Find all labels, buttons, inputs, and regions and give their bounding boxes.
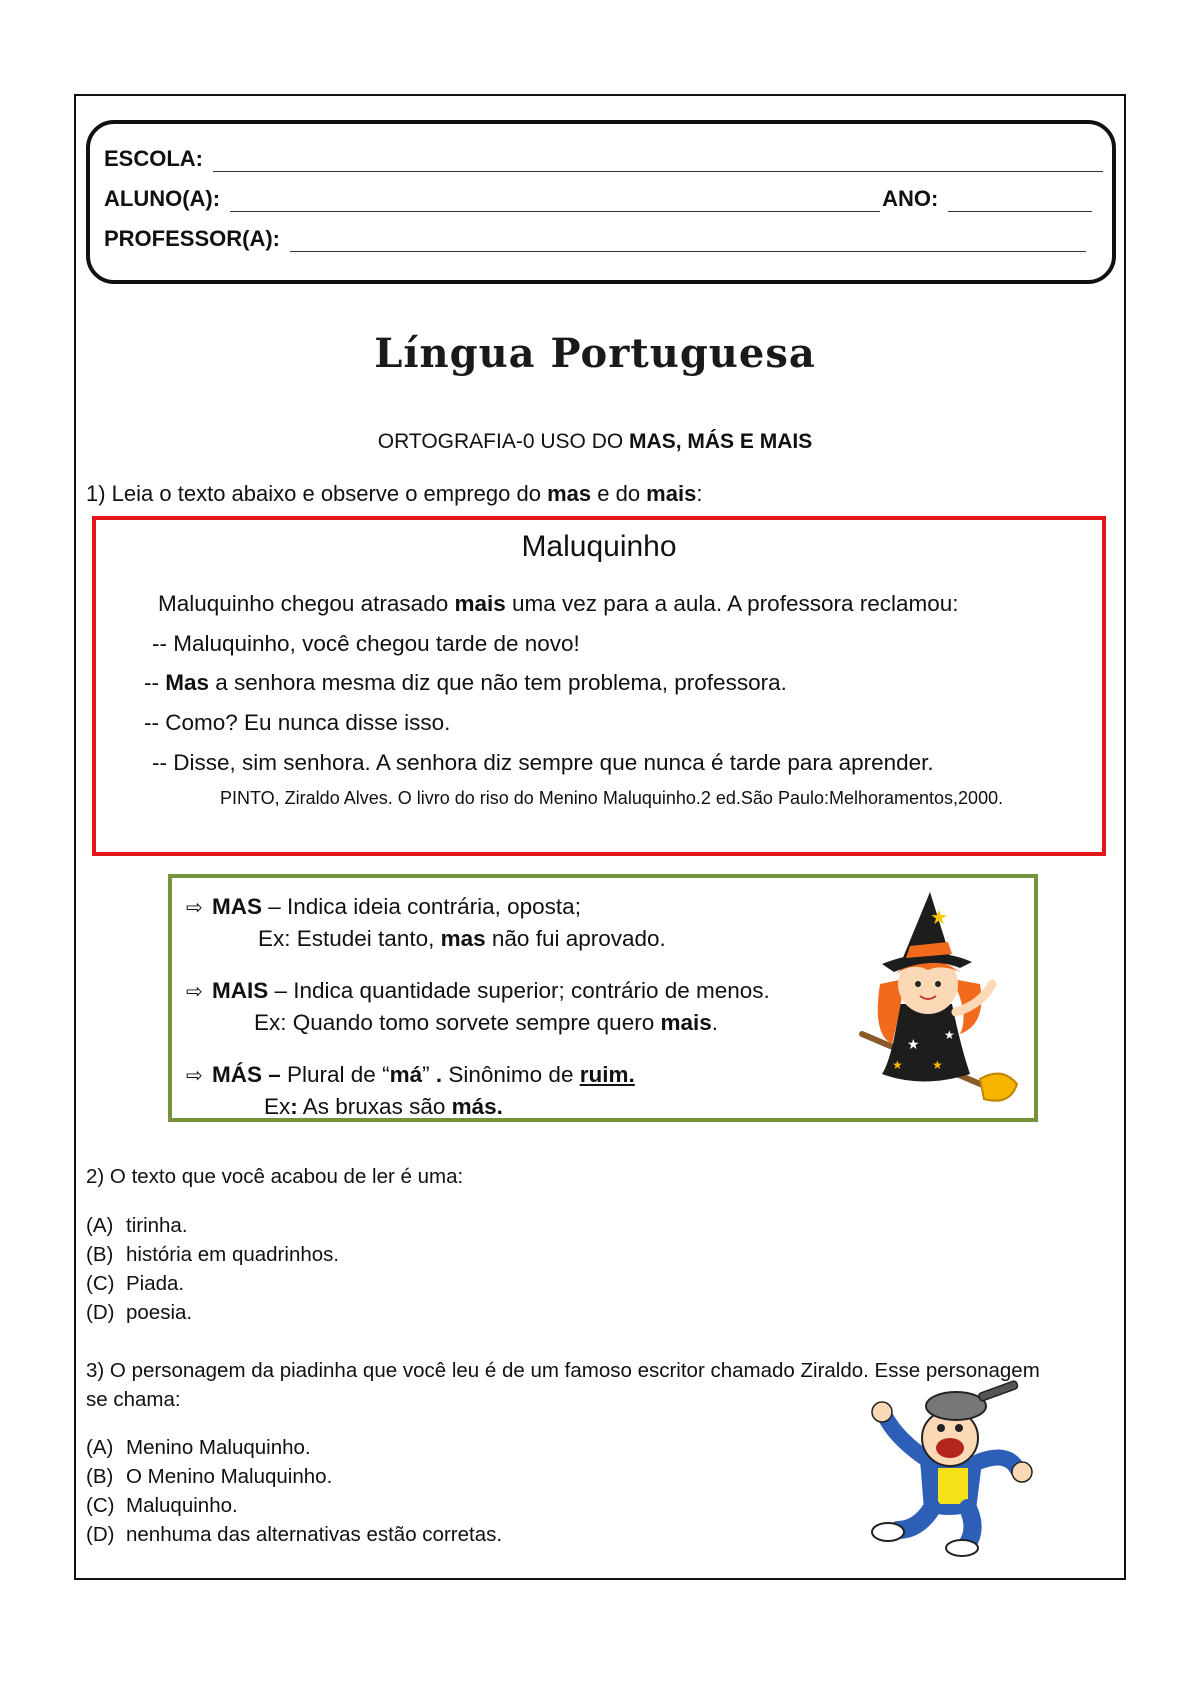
rule-def: – Indica ideia contrária, oposta; [262,894,581,919]
option-key: (A) [86,1436,114,1459]
q3-option-b[interactable] [86,1465,332,1489]
menino-maluquinho-illustration [858,1380,1036,1558]
ex-text: . [711,1010,719,1035]
rule-mais [186,978,770,1004]
professor-label: PROFESSOR(A): [104,226,280,251]
escola-label: ESCOLA: [104,146,203,171]
option-text: tirinha. [126,1214,188,1237]
q2-option-a[interactable] [86,1214,188,1238]
option-text: Menino Maluquinho. [126,1436,311,1459]
rule-def: ” [422,1062,436,1087]
ex-bold: mas [440,926,486,951]
story-line: -- Como? Eu nunca disse isso. [144,710,451,735]
rule-mais-example [254,1010,718,1036]
option-key: (D) [86,1523,115,1546]
q2-option-c[interactable] [86,1272,184,1296]
ano-label: ANO: [882,186,939,211]
option-text: história em quadrinhos. [126,1243,340,1266]
story-box [92,516,1106,856]
option-text: Maluquinho. [126,1494,238,1517]
q3-option-c[interactable] [86,1494,238,1518]
q2-option-b[interactable] [86,1243,339,1267]
story-line [158,591,959,617]
student-info-header [86,120,1116,284]
question-3-line2: se chama: [86,1388,181,1411]
svg-text:★: ★ [932,1058,943,1072]
arrow-icon: ⇨ [186,981,203,1003]
citation: PINTO, Ziraldo Alves. O livro do riso do Menino Maluquinho.2 ed.São Paulo:Melhoramentos,2000. [220,788,1004,808]
rule-def: Plural de “ [280,1062,390,1087]
option-text: poesia. [126,1301,193,1324]
story-line: -- Maluquinho, você chegou tarde de novo! [152,631,580,656]
professor-row [104,226,1086,252]
ex-bold: más. [451,1094,503,1119]
q2-option-d[interactable] [86,1301,192,1325]
q1-text: 1) Leia o texto abaixo e observe o emprego do [86,481,548,506]
svg-text:★: ★ [892,1058,903,1072]
section-subtitle [0,430,1190,454]
ex-bold: mais [660,1010,712,1035]
aluno-label: ALUNO(A): [104,186,221,211]
story-line: -- Disse, sim senhora. A senhora diz sempre que nunca é tarde para aprender. [152,750,934,775]
aluno-row [104,186,1092,212]
arrow-icon: ⇨ [186,1065,203,1087]
rules-box [168,874,1038,1122]
option-key: (B) [86,1465,114,1488]
escola-field[interactable] [213,149,1103,172]
option-key: (C) [86,1494,115,1517]
rule-bold: . [435,1062,443,1087]
q1-bold-mas: mas [547,481,592,506]
rule-mas-acento-example [264,1094,503,1120]
rule-mas-acento [186,1062,635,1088]
story-line [144,670,787,696]
rule-bold: má [389,1062,423,1087]
svg-text:★: ★ [907,1036,920,1052]
escola-row [104,146,1103,172]
rule-mas [186,894,581,920]
option-key: (B) [86,1243,114,1266]
ex-bold: : [290,1094,298,1119]
question-2: 2) O texto que você acabou de ler é uma: [86,1165,464,1188]
option-key: (A) [86,1214,114,1237]
ex-text: Ex: Quando tomo sorvete sempre quero [254,1010,661,1035]
subtitle-text: ORTOGRAFIA-0 USO DO [377,430,630,453]
arrow-icon: ⇨ [186,897,203,919]
option-key: (D) [86,1301,115,1324]
q3-option-a[interactable] [86,1436,311,1460]
ex-text: As bruxas são [297,1094,452,1119]
story-bold: Mas [165,670,210,695]
question-1 [86,481,702,507]
rule-mas-example [258,926,666,952]
subtitle-bold: MAS, MÁS E MAIS [629,430,813,453]
question-3-line1: 3) O personagem da piadinha que você leu é de um famoso escritor chamado Ziraldo. Esse personagem [86,1359,1040,1382]
ano-field[interactable] [948,189,1092,212]
q3-option-d[interactable] [86,1523,502,1547]
option-key: (C) [86,1272,115,1295]
svg-text:★: ★ [930,907,948,929]
story-title: Maluquinho [521,530,677,563]
professor-field[interactable] [290,229,1086,252]
rule-term: MAS [212,894,262,919]
ex-text: Ex: Estudei tanto, [258,926,441,951]
witch-illustration [852,884,1022,1114]
option-text: Piada. [126,1272,185,1295]
ex-text: não fui aprovado. [485,926,666,951]
option-text: O Menino Maluquinho. [126,1465,333,1488]
q1-text: : [696,481,703,506]
story-text: uma vez para a aula. A professora reclamou: [505,591,959,616]
rule-term: MÁS – [212,1062,281,1087]
story-bold: mais [454,591,506,616]
svg-text:★: ★ [944,1028,955,1042]
option-text: nenhuma das alternativas estão corretas. [126,1523,503,1546]
q1-bold-mais: mais [646,481,697,506]
page-title: Língua Portuguesa [374,330,816,377]
q1-text: e do [591,481,647,506]
story-text: a senhora mesma diz que não tem problema, professora. [209,670,787,695]
ex-text: Ex [264,1094,291,1119]
story-text: -- [144,670,166,695]
rule-def: – Indica quantidade superior; contrário de menos. [268,978,770,1003]
aluno-field[interactable] [230,189,880,212]
rule-underline: ruim. [579,1062,635,1087]
story-text: Maluquinho chegou atrasado [158,591,455,616]
rule-def: Sinônimo de [442,1062,580,1087]
rule-term: MAIS [212,978,269,1003]
